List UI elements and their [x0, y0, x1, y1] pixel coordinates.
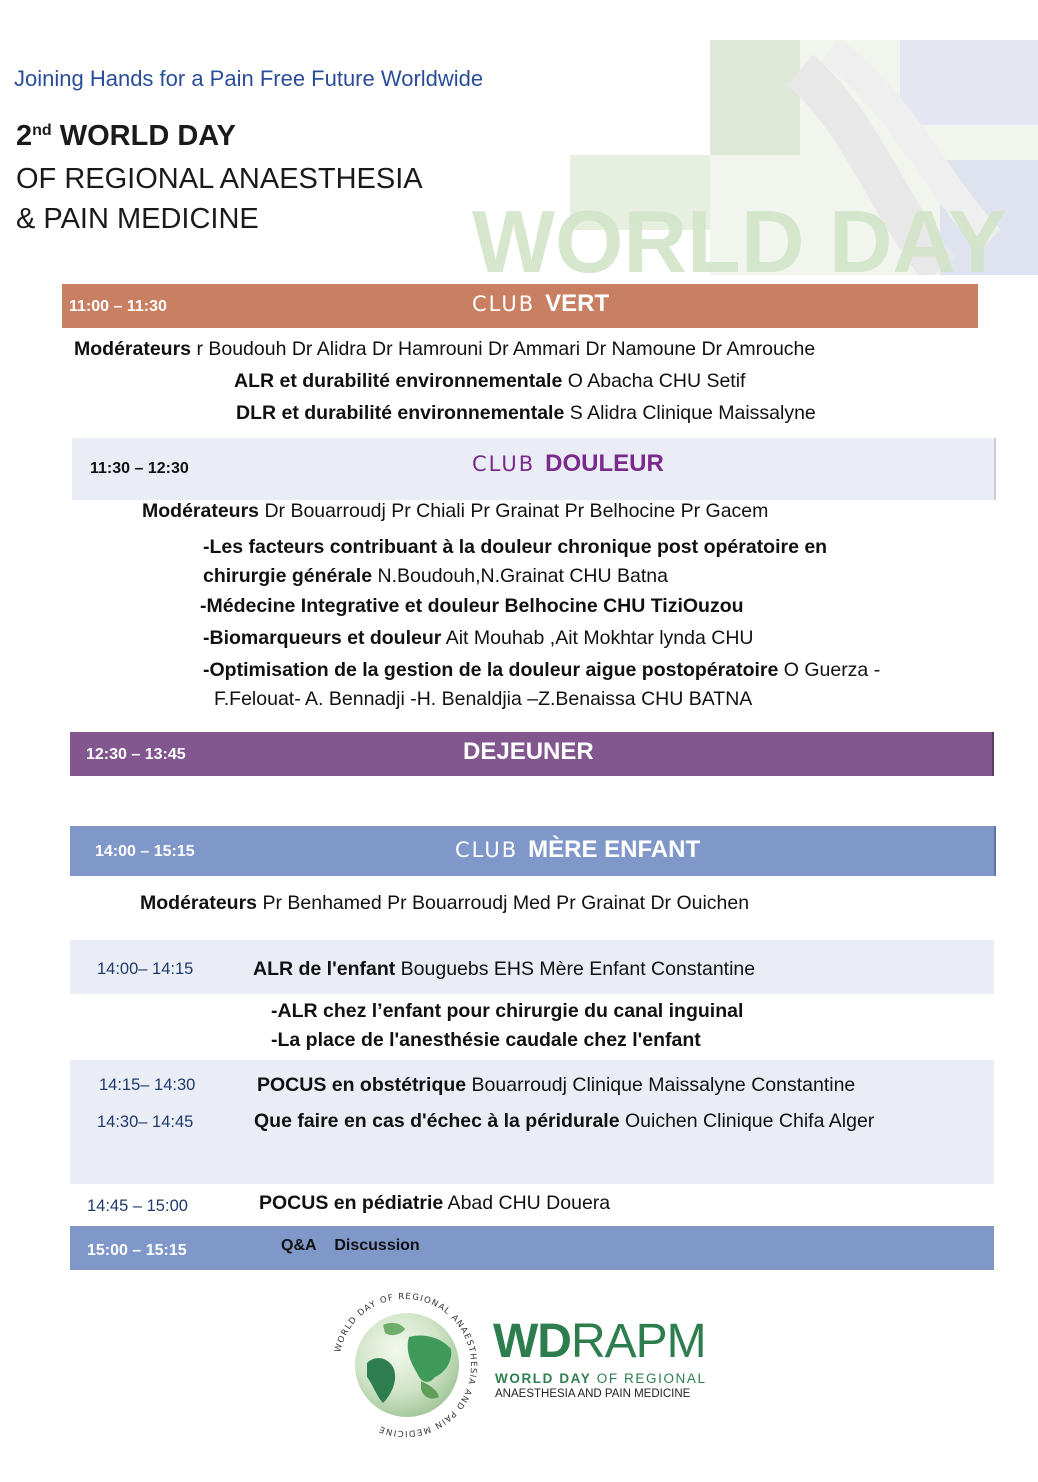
title-line2: OF REGIONAL ANAESTHESIA [16, 163, 423, 195]
talk-vert-1: ALR et durabilité environnementale O Abacha CHU Setif [234, 370, 746, 392]
moderators-mere-enfant: Modérateurs Pr Benhamed Pr Bouarroudj Med Pr Grainat Dr Ouichen [140, 892, 750, 914]
title-line1: 2nd WORLD DAY [16, 120, 236, 152]
talk-douleur-2: -Médecine Integrative et douleur Belhocine CHU TiziOuzou [200, 595, 744, 617]
wdrapm-line2: ANAESTHESIA AND PAIN MEDICINE [495, 1388, 691, 1400]
talk-time: 14:15– 14:30 [99, 1076, 196, 1094]
session-bar-douleur [72, 438, 996, 500]
talk-douleur-4: -Optimisation de la gestion de la douleur aigue postopératoire O Guerza - [203, 659, 881, 681]
talk-me-1: ALR de l'enfant Bouguebs EHS Mère Enfant Constantine [253, 958, 756, 980]
session-title: DEJEUNER [463, 738, 594, 765]
subtalk-2: -La place de l'anesthésie caudale chez l'enfant [271, 1029, 701, 1051]
svg-text:WORLD DAY OF REGIONAL ANAESTHE: WORLD DAY OF REGIONAL ANAESTHESIA AND PAIN MEDICINE [333, 1291, 479, 1439]
moderators-vert: Modérateurs r Boudouh Dr Alidra Dr Hamrouni Dr Ammari Dr Namoune Dr Amrouche [74, 338, 816, 360]
session-bar-dejeuner [70, 732, 994, 776]
talk-me-2: POCUS en obstétrique Bouarroudj Clinique Maissalyne Constantine [257, 1074, 856, 1096]
wdrapm-acronym: WDRAPM [493, 1315, 706, 1368]
session-title: CLUB MÈRE ENFANT [455, 836, 701, 863]
session-time: 15:00 – 15:15 [87, 1242, 187, 1259]
wdrapm-globe-logo [325, 1285, 485, 1445]
session-title: CLUB DOULEUR [472, 450, 664, 477]
subtalk-1: -ALR chez l’enfant pour chirurgie du canal inguinal [271, 1000, 744, 1022]
session-time: 11:00 – 11:30 [69, 298, 167, 315]
watermark-text: WORLD DAY [472, 192, 1007, 275]
talk-douleur-1: -Les facteurs contribuant à la douleur chronique post opératoire en [203, 536, 828, 558]
session-bar-mere-enfant [70, 826, 996, 876]
club-logo-icon: CLUB [472, 452, 536, 476]
club-logo-icon: CLUB [455, 838, 519, 862]
moderators-douleur: Modérateurs Dr Bouarroudj Pr Chiali Pr Grainat Pr Belhocine Pr Gacem [142, 500, 769, 522]
talk-time: 14:30– 14:45 [97, 1113, 194, 1131]
talk-me-3: Que faire en cas d'échec à la péridurale Ouichen Clinique Chifa Alger [254, 1110, 875, 1132]
talk-vert-2: DLR et durabilité environnementale S Alidra Clinique Maissalyne [236, 402, 816, 424]
session-time: 12:30 – 13:45 [86, 746, 186, 763]
club-logo-icon: CLUB [472, 292, 536, 316]
session-time: 11:30 – 12:30 [90, 460, 189, 477]
talk-douleur-3: -Biomarqueurs et douleur Ait Mouhab ,Ait Mokhtar lynda CHU [203, 627, 754, 649]
title-line3: & PAIN MEDICINE [16, 203, 259, 235]
talk-time: 14:45 – 15:00 [87, 1197, 188, 1215]
tagline: Joining Hands for a Pain Free Future Worldwide [14, 66, 484, 91]
header-decoration [470, 40, 1038, 275]
talk-time: 14:00– 14:15 [97, 960, 194, 978]
qa-label: Q&A Discussion [281, 1237, 420, 1254]
session-bar-vert [62, 284, 978, 328]
session-title: CLUB VERT [472, 290, 610, 317]
session-bar-qa [70, 1226, 994, 1270]
session-time: 14:00 – 15:15 [95, 843, 195, 860]
talk-me-4: POCUS en pédiatrie Abad CHU Douera [259, 1192, 611, 1214]
talk-douleur-4b: F.Felouat- A. Bennadji -H. Benaldjia –Z.Benaissa CHU BATNA [214, 688, 753, 710]
wdrapm-line1: WORLD DAY OF REGIONAL [495, 1371, 707, 1386]
talk-douleur-1b: chirurgie générale N.Boudouh,N.Grainat CHU Batna [203, 565, 668, 587]
